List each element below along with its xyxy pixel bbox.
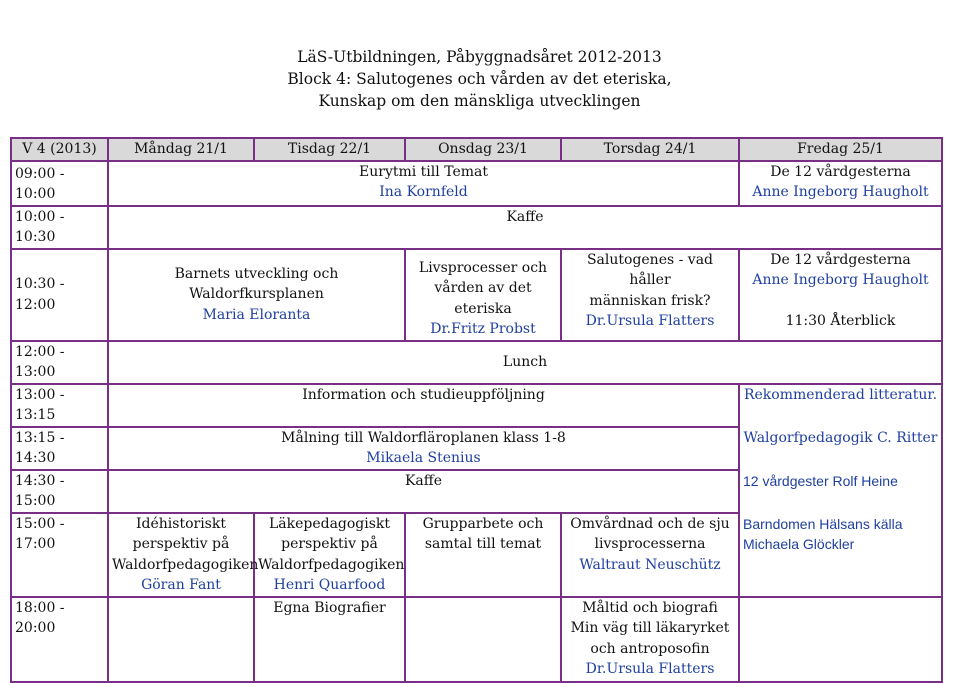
fri-rekommenderad: Rekommenderad litteratur.	[739, 384, 942, 427]
fri-0900-teacher: Anne Ingeborg Haugholt	[752, 184, 929, 200]
row-1000	[11, 206, 942, 249]
time-1000: 10:00 - 10:30	[11, 206, 108, 249]
livs-teacher: Dr.Fritz Probst	[430, 321, 536, 337]
cell-salutogenes	[561, 249, 739, 341]
omv-line1: Omvårdnad och de sju	[570, 515, 730, 532]
time-1030: 10:30 - 12:00	[11, 249, 108, 341]
grupp-line1: Grupparbete och	[422, 515, 544, 532]
header-monday: Måndag 21/1	[108, 138, 254, 161]
time-0900: 09:00 - 10:00	[11, 161, 108, 206]
salut-line1: Salutogenes - vad håller	[586, 251, 714, 288]
header-week: V 4 (2013)	[11, 138, 108, 161]
lake-line3: Waldorfpedagogiken	[258, 556, 405, 573]
cell-malning	[108, 427, 739, 470]
header-row	[11, 138, 942, 161]
salut-line2: människan frisk?	[589, 292, 711, 309]
fri-1030-teacher: Anne Ingeborg Haugholt	[752, 272, 929, 288]
eurytmi-teacher: Ina Kornfeld	[379, 184, 468, 200]
cell-barnets	[108, 249, 405, 341]
cell-fri-1800	[739, 597, 942, 682]
time-1200: 12:00 - 13:00	[11, 341, 108, 384]
cell-fri-0900	[739, 161, 942, 206]
lake-line2: perspektiv på	[281, 536, 378, 552]
ide-teacher: Göran Fant	[141, 577, 221, 593]
row-1315	[11, 427, 942, 470]
row-1500	[11, 513, 942, 597]
barnets-title: Barnets utveckling och Waldorfkursplanen	[174, 265, 339, 303]
cell-maltid	[561, 597, 739, 682]
header-thursday: Torsdag 24/1	[561, 138, 739, 161]
header-tuesday: Tisdag 22/1	[254, 138, 405, 161]
row-1300	[11, 384, 942, 427]
malning-title: Målning till Waldorfläroplanen klass 1-8	[281, 429, 566, 446]
salut-teacher: Dr.Ursula Flatters	[585, 313, 715, 329]
header-friday: Fredag 25/1	[739, 138, 942, 161]
cell-livsprocesser	[405, 249, 561, 341]
cell-kaffe-2: Kaffe	[108, 470, 739, 513]
book-barndomen: Barndomen Hälsans källa	[743, 515, 903, 532]
time-1315: 13:15 - 14:30	[11, 427, 108, 470]
row-1030	[11, 249, 942, 341]
cell-fri-1030	[739, 249, 942, 341]
omv-teacher: Waltraut Neuschütz	[579, 556, 721, 573]
book-author: Michaela Glöckler	[743, 536, 855, 552]
time-1500: 15:00 - 17:00	[11, 513, 108, 597]
cell-lakepedagogiskt	[254, 513, 405, 597]
time-1300: 13:00 - 13:15	[11, 384, 108, 427]
maltid-line1: Måltid och biografi	[582, 599, 718, 616]
eurytmi-title: Eurytmi till Temat	[359, 163, 488, 180]
row-1800	[11, 597, 942, 682]
ide-line3: Waldorfpedagogiken	[112, 556, 259, 573]
row-1200	[11, 341, 942, 384]
fri-1030-title: De 12 vårdgesterna	[770, 251, 911, 268]
cell-eurytmi	[108, 161, 739, 206]
ide-line1: Idéhistoriskt	[136, 515, 226, 532]
title-line-1: LäS-Utbildningen, Påbyggnadsåret 2012-2013	[297, 48, 662, 66]
cell-information: Information och studieuppföljning	[108, 384, 739, 427]
maltid-line3: och antroposofin	[590, 640, 710, 657]
lake-line1: Läkepedagogiskt	[268, 515, 391, 532]
lake-teacher: Henri Quarfood	[273, 577, 386, 593]
fri-0900-title: De 12 vårdgesterna	[770, 163, 911, 180]
cell-omvardnad	[561, 513, 739, 597]
cell-lunch: Lunch	[108, 341, 942, 384]
livs-line1: Livsprocesser och	[418, 259, 548, 276]
time-1430: 14:30 - 15:00	[11, 470, 108, 513]
cell-wed-1800	[405, 597, 561, 682]
header-wednesday: Onsdag 23/1	[405, 138, 561, 161]
cell-fri-books	[739, 513, 942, 597]
cell-kaffe-1: Kaffe	[108, 206, 942, 249]
row-1430	[11, 470, 942, 513]
schedule-table	[10, 137, 943, 683]
title-line-3: Kunskap om den mänskliga utvecklingen	[318, 92, 641, 110]
fri-walgorf: Walgorfpedagogik C. Ritter	[739, 427, 942, 470]
cell-idehistoriskt	[108, 513, 259, 597]
cell-grupparbete	[405, 513, 561, 597]
malning-teacher: Mikaela Stenius	[366, 450, 481, 466]
maltid-line2: Min väg till läkaryrket	[570, 620, 730, 636]
livs-line2: vården av det eteriska	[434, 280, 532, 317]
fri-aterblick: 11:30 Återblick	[785, 312, 896, 329]
fri-vardgester-book: 12 vårdgester Rolf Heine	[739, 470, 942, 513]
maltid-teacher: Dr.Ursula Flatters	[585, 661, 715, 677]
omv-line2: livsprocesserna	[594, 536, 706, 552]
cell-biografier: Egna Biografier	[254, 597, 405, 682]
cell-mon-1800	[108, 597, 254, 682]
time-1800: 18:00 - 20:00	[11, 597, 108, 682]
title-line-2: Block 4: Salutogenes och vården av det eteriska,	[287, 70, 672, 88]
grupp-line2: samtal till temat	[424, 536, 542, 552]
row-0900	[11, 161, 942, 206]
ide-line2: perspektiv på	[132, 536, 230, 552]
barnets-teacher: Maria Eloranta	[202, 306, 311, 323]
